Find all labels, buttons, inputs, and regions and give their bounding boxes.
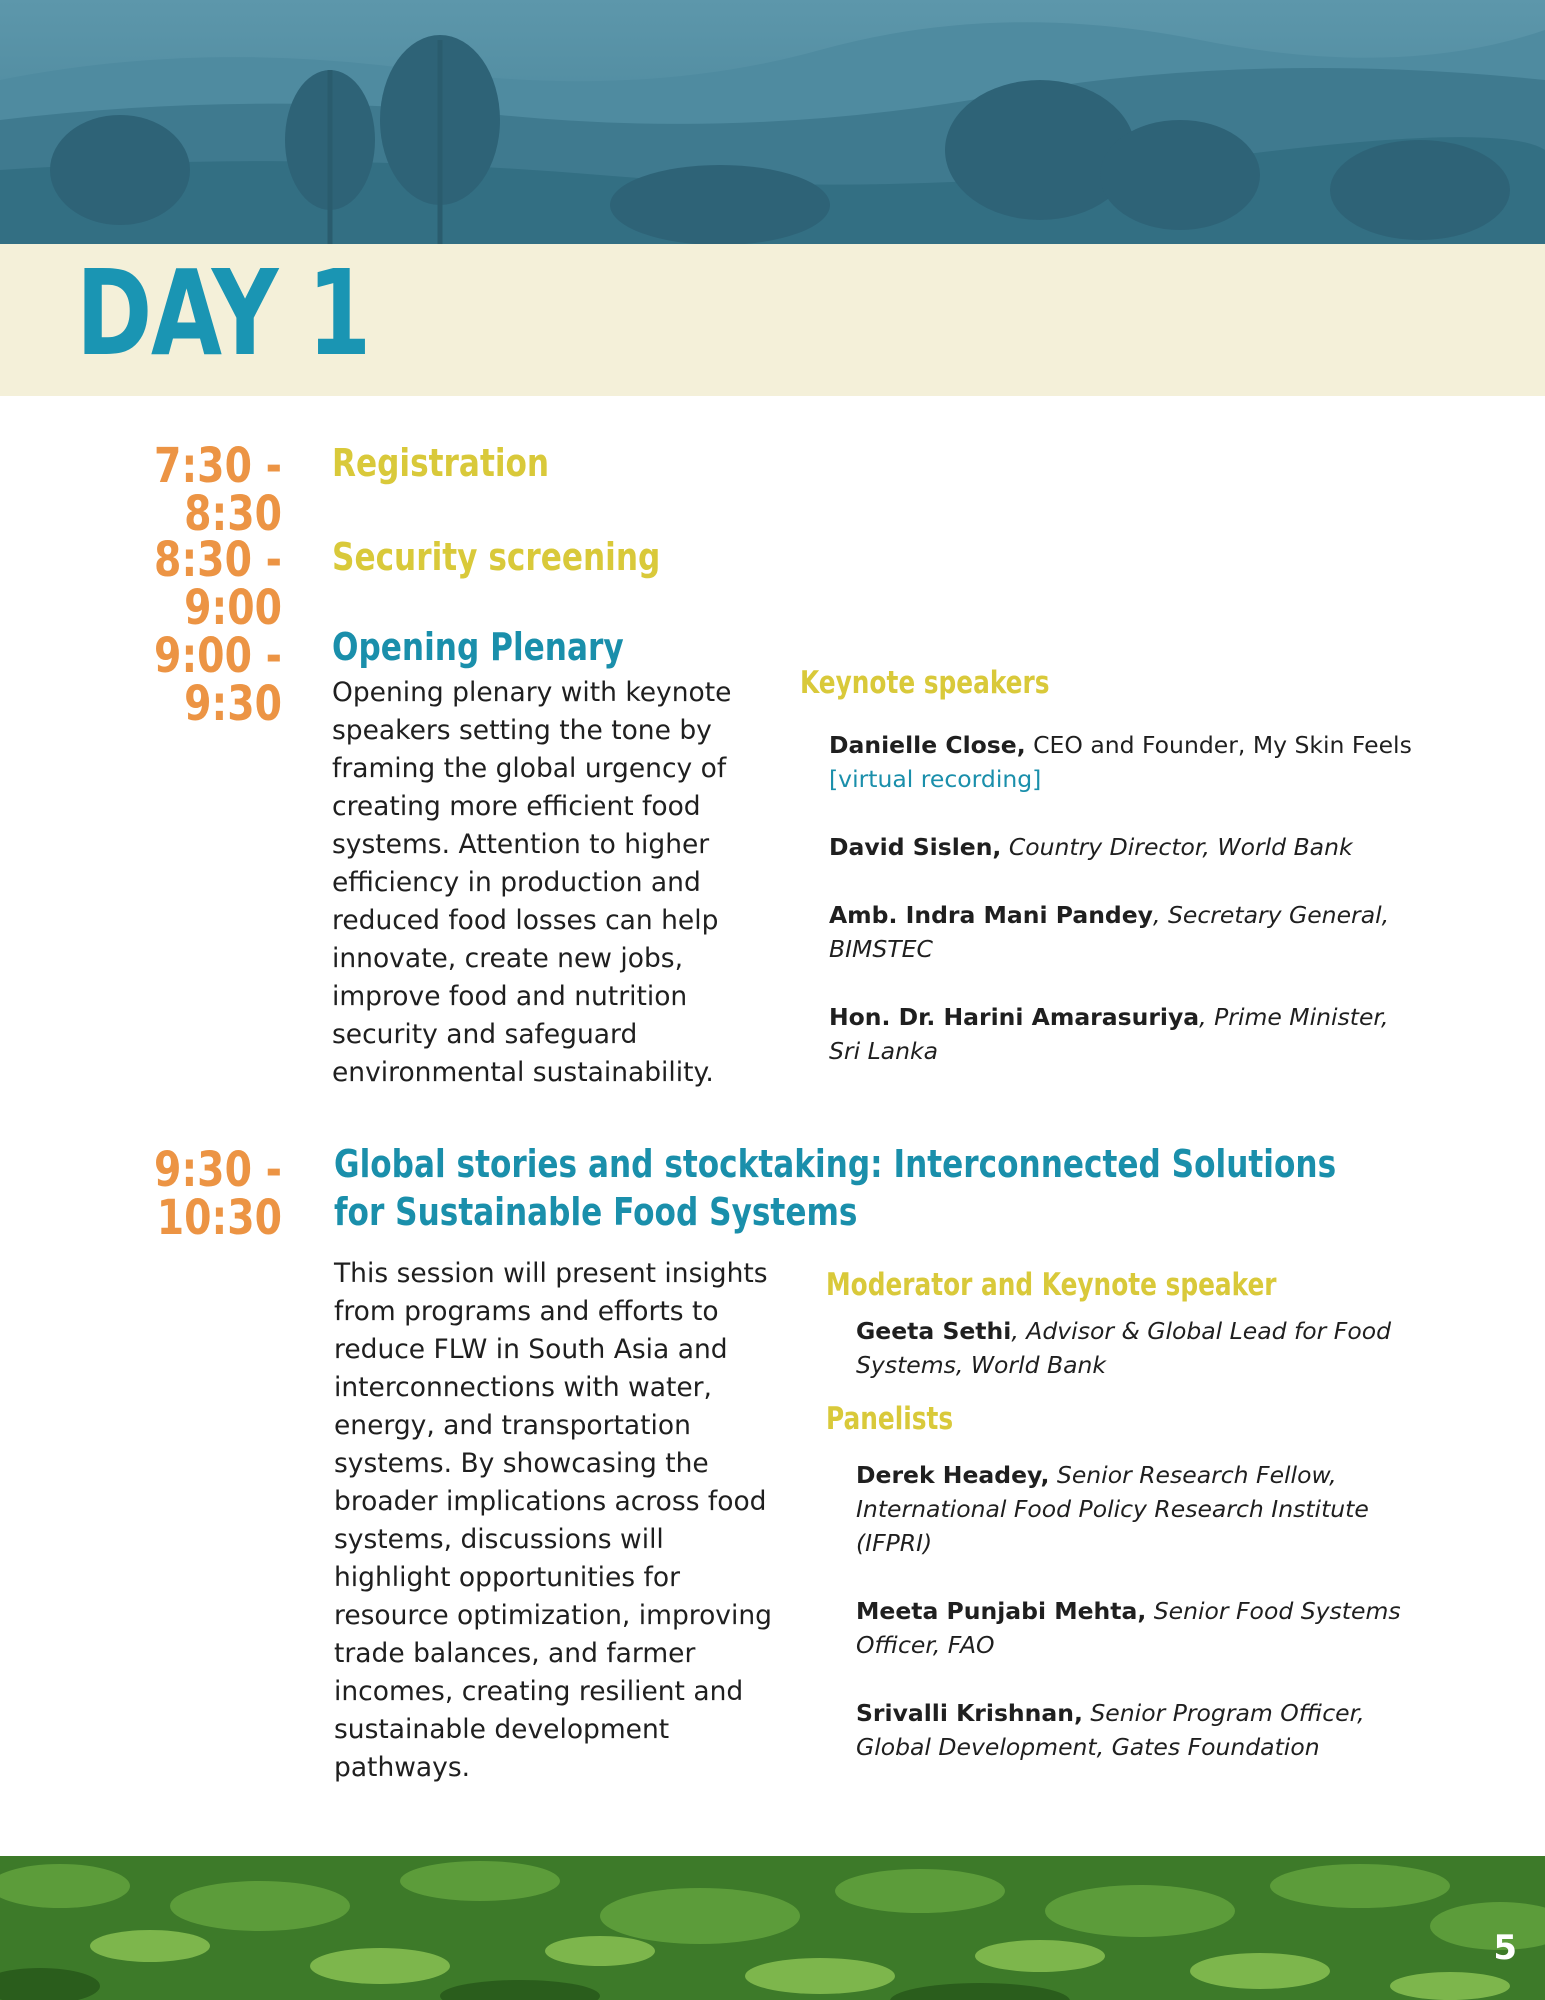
panelist-entry xyxy=(856,1594,1426,1662)
speaker-name: Amb. Indra Mani Pandey xyxy=(829,901,1153,929)
session-time: 7:30 - 8:30 xyxy=(154,438,282,542)
virtual-recording-note: [virtual recording] xyxy=(829,765,1042,793)
speaker-role: Senior Program Officer, Global Development, Gates Foundation xyxy=(856,1699,1365,1761)
speaker-role: Senior Food Systems Officer, FAO xyxy=(856,1597,1401,1659)
speaker-role: Country Director, World Bank xyxy=(1001,833,1353,861)
session-time: 9:30 - 10:30 xyxy=(154,1142,282,1246)
day-title: DAY 1 xyxy=(76,244,370,382)
speaker-role: , Advisor & Global Lead for Food Systems, World Bank xyxy=(856,1317,1391,1379)
session-time: 9:00 - 9:30 xyxy=(154,628,282,732)
speaker-role: CEO and Founder, My Skin Feels xyxy=(1025,731,1412,759)
session-title: Registration xyxy=(332,441,550,485)
speaker-name: Hon. Dr. Harini Amarasuriya xyxy=(829,1003,1200,1031)
page-number: 5 xyxy=(1493,1928,1517,1968)
session-description: Opening plenary with keynote speakers setting the tone by framing the global urgency of creating more efficient food systems. Attention to higher efficiency in production and reduced food losses can help innovate, create new jobs, improve food and nutrition security and safeguard environmental sustainability. xyxy=(332,677,732,1088)
speaker-name: Derek Headey, xyxy=(856,1461,1050,1489)
panelist-entry xyxy=(856,1458,1426,1560)
speaker-entry xyxy=(829,1000,1419,1068)
moderator-heading: Moderator and Keynote speaker xyxy=(826,1267,1277,1303)
speaker-role: Senior Research Fellow, International Food Policy Research Institute (IFPRI) xyxy=(856,1461,1369,1557)
speaker-name: Srivalli Krishnan, xyxy=(856,1699,1083,1727)
speaker-name: Danielle Close, xyxy=(829,731,1026,759)
speaker-name: David Sislen, xyxy=(829,833,1002,861)
moderator-entry xyxy=(856,1314,1426,1382)
speaker-entry xyxy=(829,830,1419,864)
speaker-role: , Prime Minister, Sri Lanka xyxy=(829,1003,1389,1065)
speaker-entry xyxy=(829,898,1419,966)
header-banner-image xyxy=(0,0,1545,244)
session-title: Opening Plenary xyxy=(332,625,624,669)
session-time: 8:30 - 9:00 xyxy=(154,532,282,636)
session-description: This session will present insights from programs and efforts to reduce FLW in South Asia and interconnections with water, energy, and transportation systems. By showcasing the broader implications across food systems, discussions will highlight opportunities for resource optimization, improving trade balances, and farmer incomes, creating resilient and sustainable development pathways. xyxy=(334,1258,772,1783)
speaker-name: Meeta Punjabi Mehta, xyxy=(856,1597,1147,1625)
footer-banner-image xyxy=(0,1856,1545,2000)
panelists-heading: Panelists xyxy=(826,1401,954,1437)
keynote-heading: Keynote speakers xyxy=(800,665,1050,701)
session-title: Security screening xyxy=(332,535,661,579)
panelist-entry xyxy=(856,1696,1426,1764)
session-title: Global stories and stocktaking: Interconnected Solutions for Sustainable Food Systems xyxy=(334,1142,1337,1234)
speaker-name: Geeta Sethi xyxy=(856,1317,1012,1345)
speaker-role: , Secretary General, BIMSTEC xyxy=(829,901,1390,963)
speaker-entry xyxy=(829,728,1419,796)
